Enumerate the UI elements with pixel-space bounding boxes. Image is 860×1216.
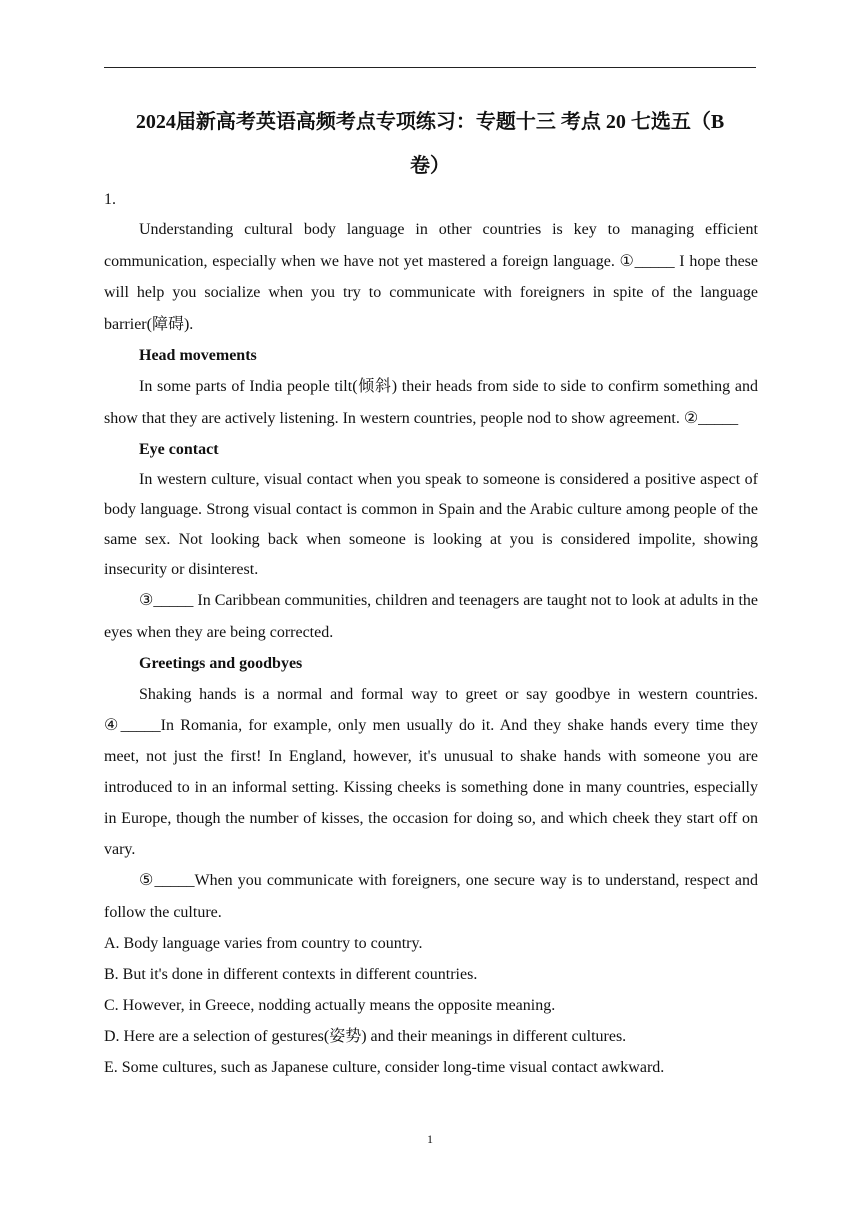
section-heading-head-movements: Head movements: [139, 347, 257, 364]
document-title: [104, 100, 756, 188]
greetings-paragraph-2: ⑤_____When you communicate with foreigners, one secure way is to understand, respect and follow the culture.: [104, 872, 758, 921]
greetings-paragraph-1: Shaking hands is a normal and formal way to greet or say goodbye in western countries. ④_____In Romania, for example, only men usually do it. And they shake hands every time they meet, not just the first! In England, however, it's unusual to shake hands with someone you are introduced to in an informal setting. Kissing cheeks is something done in many countries, especially in Europe, though the number of kisses, the occasion for doing so, and which cheek they start off on vary.: [104, 686, 758, 858]
question-number: 1.: [104, 191, 116, 208]
intro-paragraph: Understanding cultural body language in other countries is key to managing efficient communication, especially when we have not yet mastered a foreign language. ①_____ I hope these will help you socialize when you try to communicate with foreigners in spite of the language barrier(障碍).: [104, 221, 758, 333]
title-line-2: 卷）: [410, 155, 450, 177]
eye-contact-paragraph-1: In western culture, visual contact when you speak to someone is considered a positive aspect of body language. Strong visual contact is common in Spain and the Arabic culture among people of the same sex. Not looking back when someone is looking at you is considered impolite, showing insecurity or disinterest.: [104, 471, 758, 578]
header-rule: [104, 67, 756, 68]
eye-contact-paragraph-2: ③_____ In Caribbean communities, children and teenagers are taught not to look at adults in the eyes when they are being corrected.: [104, 592, 758, 641]
answer-options: [104, 928, 758, 1083]
page-number: 1: [427, 1132, 433, 1146]
section-heading-greetings: Greetings and goodbyes: [139, 655, 303, 672]
option-e: E. Some cultures, such as Japanese culture, consider long-time visual contact awkward.: [104, 1059, 665, 1076]
title-line-1: 2024届新高考英语高频考点专项练习：专题十三 考点 20 七选五（B: [135, 111, 725, 133]
question-body: [104, 186, 758, 1083]
section-heading-eye-contact: Eye contact: [139, 441, 219, 458]
head-movements-paragraph: In some parts of India people tilt(倾斜) their heads from side to side to confirm something and show that they are actively listening. In western countries, people nod to show agreement. ②_____: [104, 378, 758, 427]
option-b: B. But it's done in different contexts in different countries.: [104, 966, 478, 983]
option-c: C. However, in Greece, nodding actually means the opposite meaning.: [104, 997, 556, 1014]
option-d: D. Here are a selection of gestures(姿势) and their meanings in different cultures.: [104, 1028, 627, 1045]
option-a: A. Body language varies from country to country.: [104, 935, 423, 952]
